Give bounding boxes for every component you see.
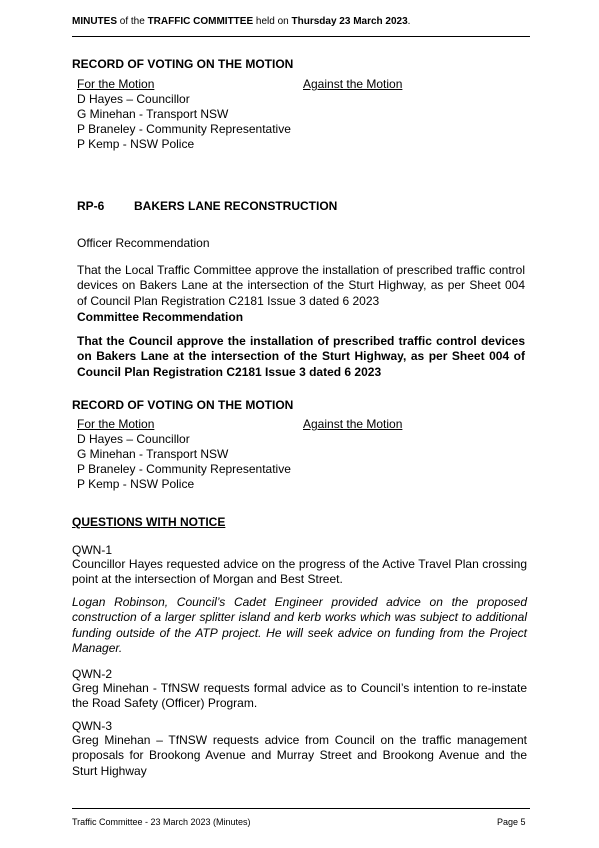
for-motion-label: For the Motion — [77, 77, 155, 91]
list-item: P Braneley - Community Representative — [77, 462, 291, 476]
list-item: D Hayes – Councillor — [77, 92, 190, 106]
footer-title: Traffic Committee - 23 March 2023 (Minutes) — [72, 817, 251, 827]
question-response: Logan Robinson, Council’s Cadet Engineer provided advice on the proposed construction of a larger splitter island and kerb works which was subject to additional funding outside of the ATP project. He will seek advice on funding from the Project Manager. — [72, 595, 527, 655]
list-item: P Kemp - NSW Police — [77, 137, 195, 151]
against-motion-label: Against the Motion — [303, 417, 403, 431]
page-number: Page 5 — [497, 817, 526, 827]
committee-recommendation-label: Committee Recommendation — [77, 310, 244, 324]
committee-recommendation-text: That the Council approve the installation of prescribed traffic control devices on Bakers Lane at the intersection of the Sturt Highway, as per Sheet 004 of Council Plan Registration C2181 Issue 3 dated 6 2023 — [77, 334, 525, 379]
header-of: of the — [117, 16, 148, 27]
header-committee: TRAFFIC COMMITTEE — [147, 16, 254, 27]
voting-heading: RECORD OF VOTING ON THE MOTION — [72, 398, 294, 412]
list-item: G Minehan - Transport NSW — [77, 107, 229, 121]
officer-recommendation-text: That the Local Traffic Committee approve the installation of prescribed traffic control devices on Bakers Lane at the intersection of the Sturt Highway, as per Sheet 004 of Council Plan Registration C2181 Issue 3 dated 6 2023 — [77, 263, 525, 308]
question-id: QWN-1 — [72, 543, 112, 557]
questions-heading: QUESTIONS WITH NOTICE — [72, 515, 226, 529]
header-date: Thursday 23 March 2023 — [291, 16, 408, 27]
list-item: D Hayes – Councillor — [77, 432, 190, 446]
voting-heading: RECORD OF VOTING ON THE MOTION — [72, 57, 294, 71]
for-motion-list — [77, 92, 291, 152]
list-item: P Braneley - Community Representative — [77, 122, 291, 136]
header-divider — [72, 36, 530, 37]
list-item: P Kemp - NSW Police — [77, 477, 195, 491]
list-item: G Minehan - Transport NSW — [77, 447, 229, 461]
footer-divider — [72, 808, 530, 809]
question-id: QWN-3 — [72, 719, 112, 733]
header-dot: . — [407, 16, 411, 27]
item-number: RP-6 — [77, 199, 105, 213]
for-motion-label: For the Motion — [77, 417, 155, 431]
page-header — [72, 16, 410, 27]
against-motion-label: Against the Motion — [303, 77, 403, 91]
question-text: Greg Minehan - TfNSW requests formal advice as to Council’s intention to re-instate the Road Safety (Officer) Program. — [72, 681, 527, 711]
for-motion-list — [77, 432, 291, 492]
header-prefix: MINUTES — [72, 16, 117, 27]
question-text: Councillor Hayes requested advice on the progress of the Active Travel Plan crossing point at the intersection of Morgan and Best Street. — [72, 557, 527, 587]
header-held: held on — [253, 16, 292, 27]
item-title: BAKERS LANE RECONSTRUCTION — [134, 199, 338, 213]
question-id: QWN-2 — [72, 667, 112, 681]
question-text: Greg Minehan – TfNSW requests advice from Council on the traffic management proposals for Brookong Avenue and Murray Street and Brookong Avenue and the Sturt Highway — [72, 733, 527, 778]
officer-recommendation-label: Officer Recommendation — [77, 236, 210, 250]
